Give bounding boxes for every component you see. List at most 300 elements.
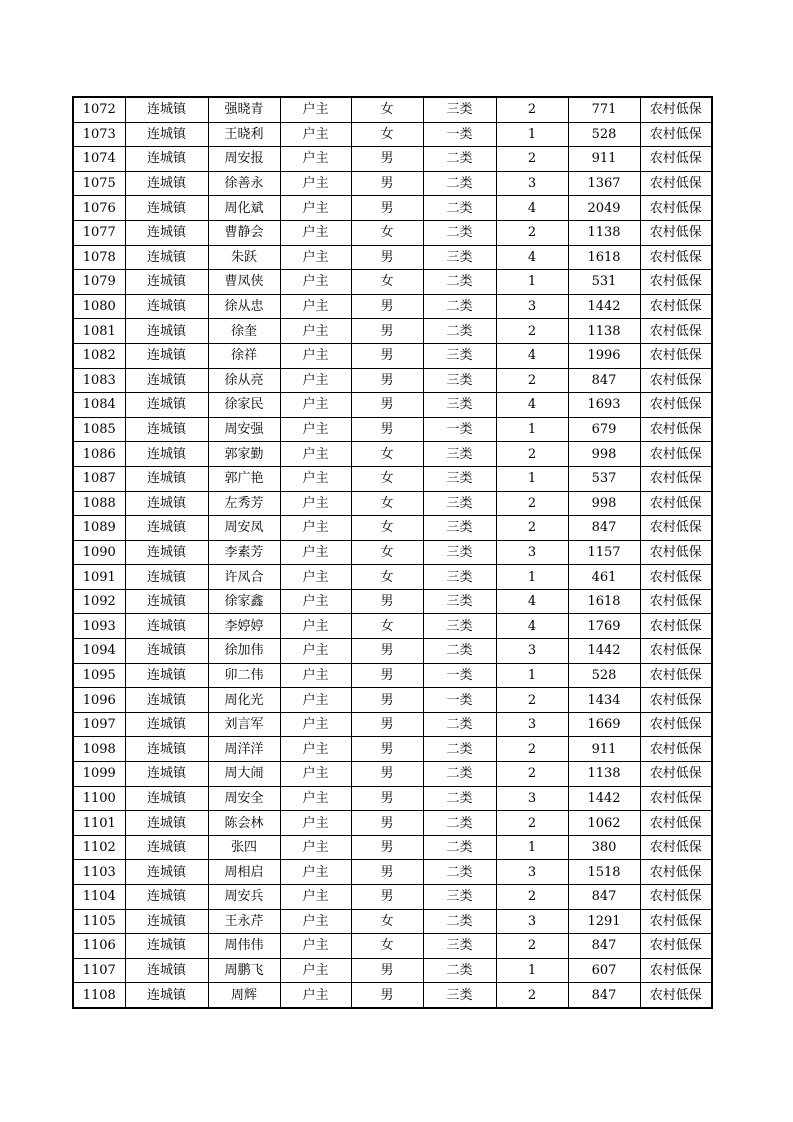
cell-town: 连城镇 [125, 958, 208, 983]
cell-relation: 户主 [280, 860, 351, 885]
cell-category: 二类 [423, 737, 496, 762]
cell-household-size: 1 [496, 270, 568, 295]
cell-gender: 男 [351, 663, 423, 688]
cell-town: 连城镇 [125, 639, 208, 664]
cell-assistance-type: 农村低保 [640, 442, 712, 467]
cell-gender: 男 [351, 196, 423, 221]
cell-assistance-type: 农村低保 [640, 737, 712, 762]
cell-relation: 户主 [280, 122, 351, 147]
cell-category: 三类 [423, 983, 496, 1008]
cell-household-size: 3 [496, 860, 568, 885]
table-row [73, 147, 712, 172]
cell-gender: 男 [351, 688, 423, 713]
cell-category: 二类 [423, 270, 496, 295]
cell-town: 连城镇 [125, 565, 208, 590]
cell-gender: 男 [351, 319, 423, 344]
cell-category: 二类 [423, 786, 496, 811]
cell-household-size: 3 [496, 294, 568, 319]
cell-assistance-type: 农村低保 [640, 147, 712, 172]
cell-relation: 户主 [280, 393, 351, 418]
cell-row-number: 1094 [73, 639, 125, 664]
cell-town: 连城镇 [125, 294, 208, 319]
cell-gender: 女 [351, 516, 423, 541]
cell-amount: 1442 [568, 639, 640, 664]
table-row [73, 934, 712, 959]
cell-category: 一类 [423, 417, 496, 442]
cell-name: 徐家民 [208, 393, 280, 418]
cell-category: 三类 [423, 343, 496, 368]
cell-relation: 户主 [280, 786, 351, 811]
cell-category: 二类 [423, 835, 496, 860]
cell-town: 连城镇 [125, 614, 208, 639]
cell-relation: 户主 [280, 147, 351, 172]
cell-name: 郭家勤 [208, 442, 280, 467]
cell-category: 三类 [423, 368, 496, 393]
cell-row-number: 1089 [73, 516, 125, 541]
cell-town: 连城镇 [125, 663, 208, 688]
cell-amount: 528 [568, 122, 640, 147]
cell-household-size: 4 [496, 614, 568, 639]
cell-relation: 户主 [280, 270, 351, 295]
cell-relation: 户主 [280, 294, 351, 319]
cell-row-number: 1106 [73, 934, 125, 959]
cell-amount: 1062 [568, 811, 640, 836]
cell-row-number: 1095 [73, 663, 125, 688]
cell-name: 周化光 [208, 688, 280, 713]
cell-amount: 607 [568, 958, 640, 983]
cell-name: 周鹏飞 [208, 958, 280, 983]
cell-amount: 1138 [568, 319, 640, 344]
cell-assistance-type: 农村低保 [640, 540, 712, 565]
cell-town: 连城镇 [125, 442, 208, 467]
cell-town: 连城镇 [125, 220, 208, 245]
cell-name: 强晓青 [208, 97, 280, 122]
cell-assistance-type: 农村低保 [640, 491, 712, 516]
cell-gender: 女 [351, 97, 423, 122]
cell-gender: 男 [351, 860, 423, 885]
cell-town: 连城镇 [125, 860, 208, 885]
table-row [73, 786, 712, 811]
cell-assistance-type: 农村低保 [640, 516, 712, 541]
cell-name: 李婷婷 [208, 614, 280, 639]
cell-amount: 847 [568, 368, 640, 393]
cell-town: 连城镇 [125, 737, 208, 762]
cell-assistance-type: 农村低保 [640, 196, 712, 221]
cell-relation: 户主 [280, 983, 351, 1008]
cell-household-size: 2 [496, 762, 568, 787]
cell-name: 张四 [208, 835, 280, 860]
cell-household-size: 4 [496, 196, 568, 221]
cell-row-number: 1083 [73, 368, 125, 393]
cell-row-number: 1080 [73, 294, 125, 319]
cell-amount: 1618 [568, 589, 640, 614]
cell-category: 三类 [423, 540, 496, 565]
cell-gender: 男 [351, 343, 423, 368]
cell-town: 连城镇 [125, 835, 208, 860]
cell-row-number: 1076 [73, 196, 125, 221]
cell-town: 连城镇 [125, 393, 208, 418]
cell-name: 周安凤 [208, 516, 280, 541]
cell-town: 连城镇 [125, 368, 208, 393]
cell-gender: 男 [351, 589, 423, 614]
cell-relation: 户主 [280, 737, 351, 762]
cell-gender: 女 [351, 122, 423, 147]
cell-row-number: 1102 [73, 835, 125, 860]
table-row [73, 491, 712, 516]
cell-amount: 1996 [568, 343, 640, 368]
cell-name: 曹静会 [208, 220, 280, 245]
cell-relation: 户主 [280, 491, 351, 516]
cell-town: 连城镇 [125, 712, 208, 737]
cell-relation: 户主 [280, 245, 351, 270]
cell-amount: 911 [568, 737, 640, 762]
table-row [73, 319, 712, 344]
cell-amount: 380 [568, 835, 640, 860]
cell-name: 周安强 [208, 417, 280, 442]
cell-name: 王晓利 [208, 122, 280, 147]
table-row [73, 393, 712, 418]
cell-name: 许凤合 [208, 565, 280, 590]
cell-assistance-type: 农村低保 [640, 220, 712, 245]
cell-name: 周伟伟 [208, 934, 280, 959]
cell-town: 连城镇 [125, 885, 208, 910]
cell-row-number: 1104 [73, 885, 125, 910]
table-row [73, 220, 712, 245]
cell-assistance-type: 农村低保 [640, 270, 712, 295]
cell-amount: 1157 [568, 540, 640, 565]
cell-assistance-type: 农村低保 [640, 565, 712, 590]
cell-town: 连城镇 [125, 589, 208, 614]
cell-gender: 男 [351, 958, 423, 983]
cell-category: 三类 [423, 516, 496, 541]
table-row [73, 343, 712, 368]
cell-category: 三类 [423, 97, 496, 122]
cell-assistance-type: 农村低保 [640, 393, 712, 418]
cell-amount: 1442 [568, 294, 640, 319]
cell-amount: 998 [568, 491, 640, 516]
cell-gender: 女 [351, 540, 423, 565]
cell-category: 三类 [423, 934, 496, 959]
table-row [73, 417, 712, 442]
cell-household-size: 2 [496, 934, 568, 959]
cell-assistance-type: 农村低保 [640, 983, 712, 1008]
table-row [73, 565, 712, 590]
cell-amount: 1367 [568, 171, 640, 196]
cell-household-size: 1 [496, 122, 568, 147]
cell-amount: 1693 [568, 393, 640, 418]
table-row [73, 245, 712, 270]
cell-assistance-type: 农村低保 [640, 245, 712, 270]
cell-category: 二类 [423, 639, 496, 664]
cell-amount: 847 [568, 934, 640, 959]
cell-household-size: 2 [496, 737, 568, 762]
cell-amount: 679 [568, 417, 640, 442]
cell-relation: 户主 [280, 368, 351, 393]
cell-relation: 户主 [280, 466, 351, 491]
cell-name: 朱跃 [208, 245, 280, 270]
cell-household-size: 1 [496, 466, 568, 491]
cell-town: 连城镇 [125, 762, 208, 787]
table-row [73, 835, 712, 860]
cell-row-number: 1108 [73, 983, 125, 1008]
cell-household-size: 1 [496, 565, 568, 590]
cell-amount: 1138 [568, 220, 640, 245]
cell-amount: 1618 [568, 245, 640, 270]
cell-amount: 1138 [568, 762, 640, 787]
cell-amount: 847 [568, 983, 640, 1008]
cell-row-number: 1086 [73, 442, 125, 467]
cell-household-size: 2 [496, 885, 568, 910]
cell-town: 连城镇 [125, 909, 208, 934]
cell-category: 二类 [423, 171, 496, 196]
cell-household-size: 4 [496, 589, 568, 614]
cell-row-number: 1098 [73, 737, 125, 762]
cell-town: 连城镇 [125, 934, 208, 959]
cell-town: 连城镇 [125, 319, 208, 344]
table-row [73, 639, 712, 664]
cell-relation: 户主 [280, 663, 351, 688]
cell-row-number: 1107 [73, 958, 125, 983]
cell-name: 徐从忠 [208, 294, 280, 319]
cell-assistance-type: 农村低保 [640, 688, 712, 713]
cell-town: 连城镇 [125, 688, 208, 713]
cell-gender: 男 [351, 368, 423, 393]
table-row [73, 688, 712, 713]
cell-category: 三类 [423, 245, 496, 270]
cell-household-size: 2 [496, 983, 568, 1008]
cell-assistance-type: 农村低保 [640, 663, 712, 688]
cell-relation: 户主 [280, 516, 351, 541]
cell-category: 二类 [423, 220, 496, 245]
cell-row-number: 1105 [73, 909, 125, 934]
cell-assistance-type: 农村低保 [640, 885, 712, 910]
cell-assistance-type: 农村低保 [640, 934, 712, 959]
cell-relation: 户主 [280, 909, 351, 934]
cell-relation: 户主 [280, 934, 351, 959]
cell-town: 连城镇 [125, 466, 208, 491]
cell-town: 连城镇 [125, 343, 208, 368]
cell-name: 徐奎 [208, 319, 280, 344]
cell-category: 三类 [423, 614, 496, 639]
cell-assistance-type: 农村低保 [640, 762, 712, 787]
table-row [73, 811, 712, 836]
cell-amount: 771 [568, 97, 640, 122]
cell-name: 徐从亮 [208, 368, 280, 393]
cell-household-size: 3 [496, 786, 568, 811]
cell-household-size: 2 [496, 811, 568, 836]
cell-assistance-type: 农村低保 [640, 97, 712, 122]
cell-household-size: 1 [496, 417, 568, 442]
cell-relation: 户主 [280, 835, 351, 860]
cell-name: 周辉 [208, 983, 280, 1008]
cell-gender: 男 [351, 639, 423, 664]
cell-town: 连城镇 [125, 270, 208, 295]
cell-town: 连城镇 [125, 491, 208, 516]
cell-gender: 男 [351, 712, 423, 737]
cell-gender: 男 [351, 417, 423, 442]
cell-gender: 男 [351, 393, 423, 418]
cell-name: 曹凤侠 [208, 270, 280, 295]
cell-relation: 户主 [280, 614, 351, 639]
cell-name: 周安全 [208, 786, 280, 811]
cell-row-number: 1091 [73, 565, 125, 590]
cell-household-size: 2 [496, 688, 568, 713]
cell-category: 三类 [423, 589, 496, 614]
cell-gender: 女 [351, 220, 423, 245]
cell-relation: 户主 [280, 589, 351, 614]
cell-name: 左秀芳 [208, 491, 280, 516]
cell-row-number: 1088 [73, 491, 125, 516]
cell-amount: 1442 [568, 786, 640, 811]
cell-household-size: 1 [496, 835, 568, 860]
cell-row-number: 1100 [73, 786, 125, 811]
cell-name: 周大闹 [208, 762, 280, 787]
cell-assistance-type: 农村低保 [640, 122, 712, 147]
cell-gender: 男 [351, 762, 423, 787]
cell-gender: 女 [351, 442, 423, 467]
cell-relation: 户主 [280, 639, 351, 664]
cell-relation: 户主 [280, 565, 351, 590]
cell-category: 二类 [423, 958, 496, 983]
table-row [73, 958, 712, 983]
cell-row-number: 1077 [73, 220, 125, 245]
assistance-table [72, 96, 713, 1009]
table-row [73, 663, 712, 688]
cell-assistance-type: 农村低保 [640, 958, 712, 983]
cell-row-number: 1093 [73, 614, 125, 639]
cell-row-number: 1075 [73, 171, 125, 196]
cell-gender: 男 [351, 835, 423, 860]
cell-name: 李素芳 [208, 540, 280, 565]
cell-amount: 537 [568, 466, 640, 491]
cell-name: 周安报 [208, 147, 280, 172]
cell-assistance-type: 农村低保 [640, 417, 712, 442]
cell-relation: 户主 [280, 97, 351, 122]
cell-relation: 户主 [280, 442, 351, 467]
cell-town: 连城镇 [125, 540, 208, 565]
cell-relation: 户主 [280, 885, 351, 910]
cell-row-number: 1097 [73, 712, 125, 737]
cell-household-size: 2 [496, 491, 568, 516]
cell-category: 二类 [423, 909, 496, 934]
cell-gender: 女 [351, 565, 423, 590]
cell-household-size: 2 [496, 147, 568, 172]
cell-amount: 998 [568, 442, 640, 467]
cell-row-number: 1087 [73, 466, 125, 491]
cell-gender: 女 [351, 909, 423, 934]
table-row [73, 983, 712, 1008]
cell-household-size: 3 [496, 171, 568, 196]
cell-row-number: 1090 [73, 540, 125, 565]
cell-category: 三类 [423, 885, 496, 910]
cell-assistance-type: 农村低保 [640, 835, 712, 860]
cell-amount: 2049 [568, 196, 640, 221]
cell-town: 连城镇 [125, 811, 208, 836]
cell-category: 三类 [423, 466, 496, 491]
cell-town: 连城镇 [125, 97, 208, 122]
cell-gender: 男 [351, 983, 423, 1008]
cell-amount: 1434 [568, 688, 640, 713]
cell-assistance-type: 农村低保 [640, 639, 712, 664]
cell-gender: 男 [351, 147, 423, 172]
cell-row-number: 1081 [73, 319, 125, 344]
table-row [73, 196, 712, 221]
table-row [73, 466, 712, 491]
cell-category: 三类 [423, 491, 496, 516]
cell-relation: 户主 [280, 319, 351, 344]
cell-town: 连城镇 [125, 147, 208, 172]
cell-name: 周安兵 [208, 885, 280, 910]
cell-assistance-type: 农村低保 [640, 909, 712, 934]
cell-town: 连城镇 [125, 245, 208, 270]
cell-assistance-type: 农村低保 [640, 294, 712, 319]
cell-household-size: 3 [496, 712, 568, 737]
cell-household-size: 2 [496, 97, 568, 122]
table-row [73, 270, 712, 295]
cell-household-size: 3 [496, 639, 568, 664]
cell-gender: 女 [351, 934, 423, 959]
cell-category: 二类 [423, 147, 496, 172]
cell-category: 一类 [423, 122, 496, 147]
cell-amount: 1291 [568, 909, 640, 934]
cell-gender: 男 [351, 294, 423, 319]
cell-household-size: 2 [496, 220, 568, 245]
cell-name: 徐加伟 [208, 639, 280, 664]
table-row [73, 171, 712, 196]
cell-row-number: 1096 [73, 688, 125, 713]
cell-amount: 528 [568, 663, 640, 688]
table-row [73, 294, 712, 319]
cell-relation: 户主 [280, 196, 351, 221]
cell-town: 连城镇 [125, 196, 208, 221]
cell-name: 周化斌 [208, 196, 280, 221]
cell-relation: 户主 [280, 171, 351, 196]
cell-row-number: 1103 [73, 860, 125, 885]
cell-category: 三类 [423, 393, 496, 418]
cell-category: 二类 [423, 712, 496, 737]
cell-assistance-type: 农村低保 [640, 171, 712, 196]
cell-category: 三类 [423, 442, 496, 467]
table-row [73, 909, 712, 934]
cell-gender: 女 [351, 466, 423, 491]
cell-row-number: 1082 [73, 343, 125, 368]
cell-household-size: 2 [496, 368, 568, 393]
cell-gender: 女 [351, 270, 423, 295]
table-row [73, 540, 712, 565]
cell-name: 徐家鑫 [208, 589, 280, 614]
cell-town: 连城镇 [125, 122, 208, 147]
cell-assistance-type: 农村低保 [640, 811, 712, 836]
cell-category: 二类 [423, 762, 496, 787]
cell-assistance-type: 农村低保 [640, 712, 712, 737]
cell-row-number: 1074 [73, 147, 125, 172]
cell-row-number: 1073 [73, 122, 125, 147]
cell-name: 郭广艳 [208, 466, 280, 491]
table-row [73, 737, 712, 762]
cell-household-size: 1 [496, 663, 568, 688]
cell-household-size: 2 [496, 442, 568, 467]
table-row [73, 442, 712, 467]
cell-row-number: 1084 [73, 393, 125, 418]
cell-relation: 户主 [280, 712, 351, 737]
cell-town: 连城镇 [125, 171, 208, 196]
cell-relation: 户主 [280, 417, 351, 442]
cell-household-size: 4 [496, 393, 568, 418]
cell-relation: 户主 [280, 688, 351, 713]
cell-category: 二类 [423, 196, 496, 221]
cell-gender: 男 [351, 811, 423, 836]
cell-name: 徐祥 [208, 343, 280, 368]
